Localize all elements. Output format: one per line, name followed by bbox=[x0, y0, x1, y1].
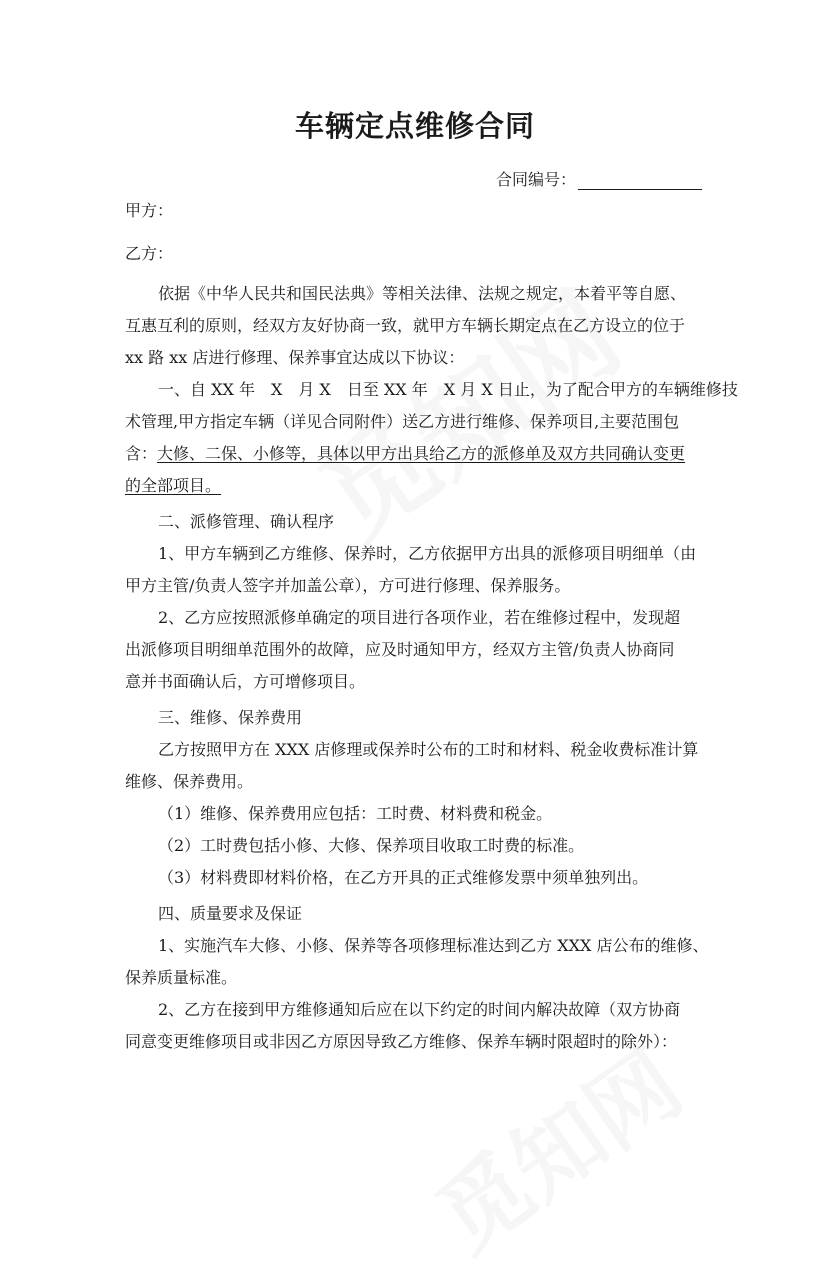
section-4-line: 2、乙方在接到甲方维修通知后应在以下约定的时间内解决故障（双方协商 bbox=[158, 1000, 681, 1019]
section-1-underlined-text: 大修、二保、小修等，具体以甲方出具给乙方的派修单及双方共同确认变更 bbox=[157, 444, 686, 463]
section-2-line: 意并书面确认后，方可增修项目。 bbox=[125, 672, 366, 691]
section-1-underlined-text: 的全部项目。 bbox=[125, 476, 222, 495]
section-3-line: 维修、保养费用。 bbox=[125, 772, 254, 791]
section-1-prefix: 含： bbox=[125, 444, 158, 463]
section-2-heading: 二、派修管理、确认程序 bbox=[158, 512, 335, 531]
section-3-item: （2）工时费包括小修、大修、保养项目收取工时费的标准。 bbox=[158, 836, 585, 855]
section-3-line: 乙方按照甲方在 XXX 店修理或保养时公布的工时和材料、税金收费标准计算 bbox=[158, 740, 699, 759]
contract-number bbox=[496, 167, 702, 190]
intro-paragraph-line: 互惠互利的原则，经双方友好协商一致，就甲方车辆长期定点在乙方设立的位于 bbox=[125, 316, 686, 335]
contract-number-label: 合同编号： bbox=[495, 170, 576, 189]
section-4-line: 同意变更维修项目或非因乙方原因导致乙方维修、保养车辆时限超时的除外）： bbox=[125, 1032, 678, 1051]
section-1-line: 一、自 XX 年 X 月 X 日至 XX 年 X 月 X 日止，为了配合甲方的车辆维修技 bbox=[158, 380, 738, 399]
party-a-label: 甲方： bbox=[125, 201, 174, 220]
section-2-line: 甲方主管/负责人签字并加盖公章），方可进行修理、保养服务。 bbox=[125, 576, 571, 595]
section-2-line: 2、乙方应按照派修单确定的项目进行各项作业，若在维修过程中，发现超 bbox=[158, 608, 681, 627]
section-1-line bbox=[125, 444, 685, 464]
section-1-line: 术管理,甲方指定车辆（详见合同附件）送乙方进行维修、保养项目,主要范围包 bbox=[125, 412, 680, 431]
intro-paragraph-line: xx 路 xx 店进行修理、保养事宜达成以下协议： bbox=[125, 348, 465, 367]
section-3-item: （1）维修、保养费用应包括：工时费、材料费和税金。 bbox=[158, 804, 553, 823]
section-4-line: 1、实施汽车大修、小修、保养等各项修理标准达到乙方 XXX 店公布的维修、 bbox=[158, 936, 709, 955]
contract-number-blank bbox=[578, 171, 702, 190]
section-4-line: 保养质量标准。 bbox=[125, 968, 238, 987]
section-4-heading: 四、质量要求及保证 bbox=[158, 904, 303, 923]
section-3-item: （3）材料费即材料价格，在乙方开具的正式维修发票中须单独列出。 bbox=[158, 868, 649, 887]
document-title: 车辆定点维修合同 bbox=[294, 109, 535, 143]
section-2-line: 1、甲方车辆到乙方维修、保养时，乙方依据甲方出具的派修项目明细单（由 bbox=[158, 544, 697, 563]
intro-paragraph-line: 依据《中华人民共和国民法典》等相关法律、法规之规定，本着平等自愿、 bbox=[158, 284, 687, 303]
watermark bbox=[407, 1014, 703, 1275]
section-2-line: 出派修项目明细单范围外的故障，应及时通知甲方，经双方主管/负责人协商同 bbox=[125, 640, 675, 659]
party-b-label: 乙方： bbox=[125, 244, 174, 263]
section-3-heading: 三、维修、保养费用 bbox=[158, 708, 303, 727]
